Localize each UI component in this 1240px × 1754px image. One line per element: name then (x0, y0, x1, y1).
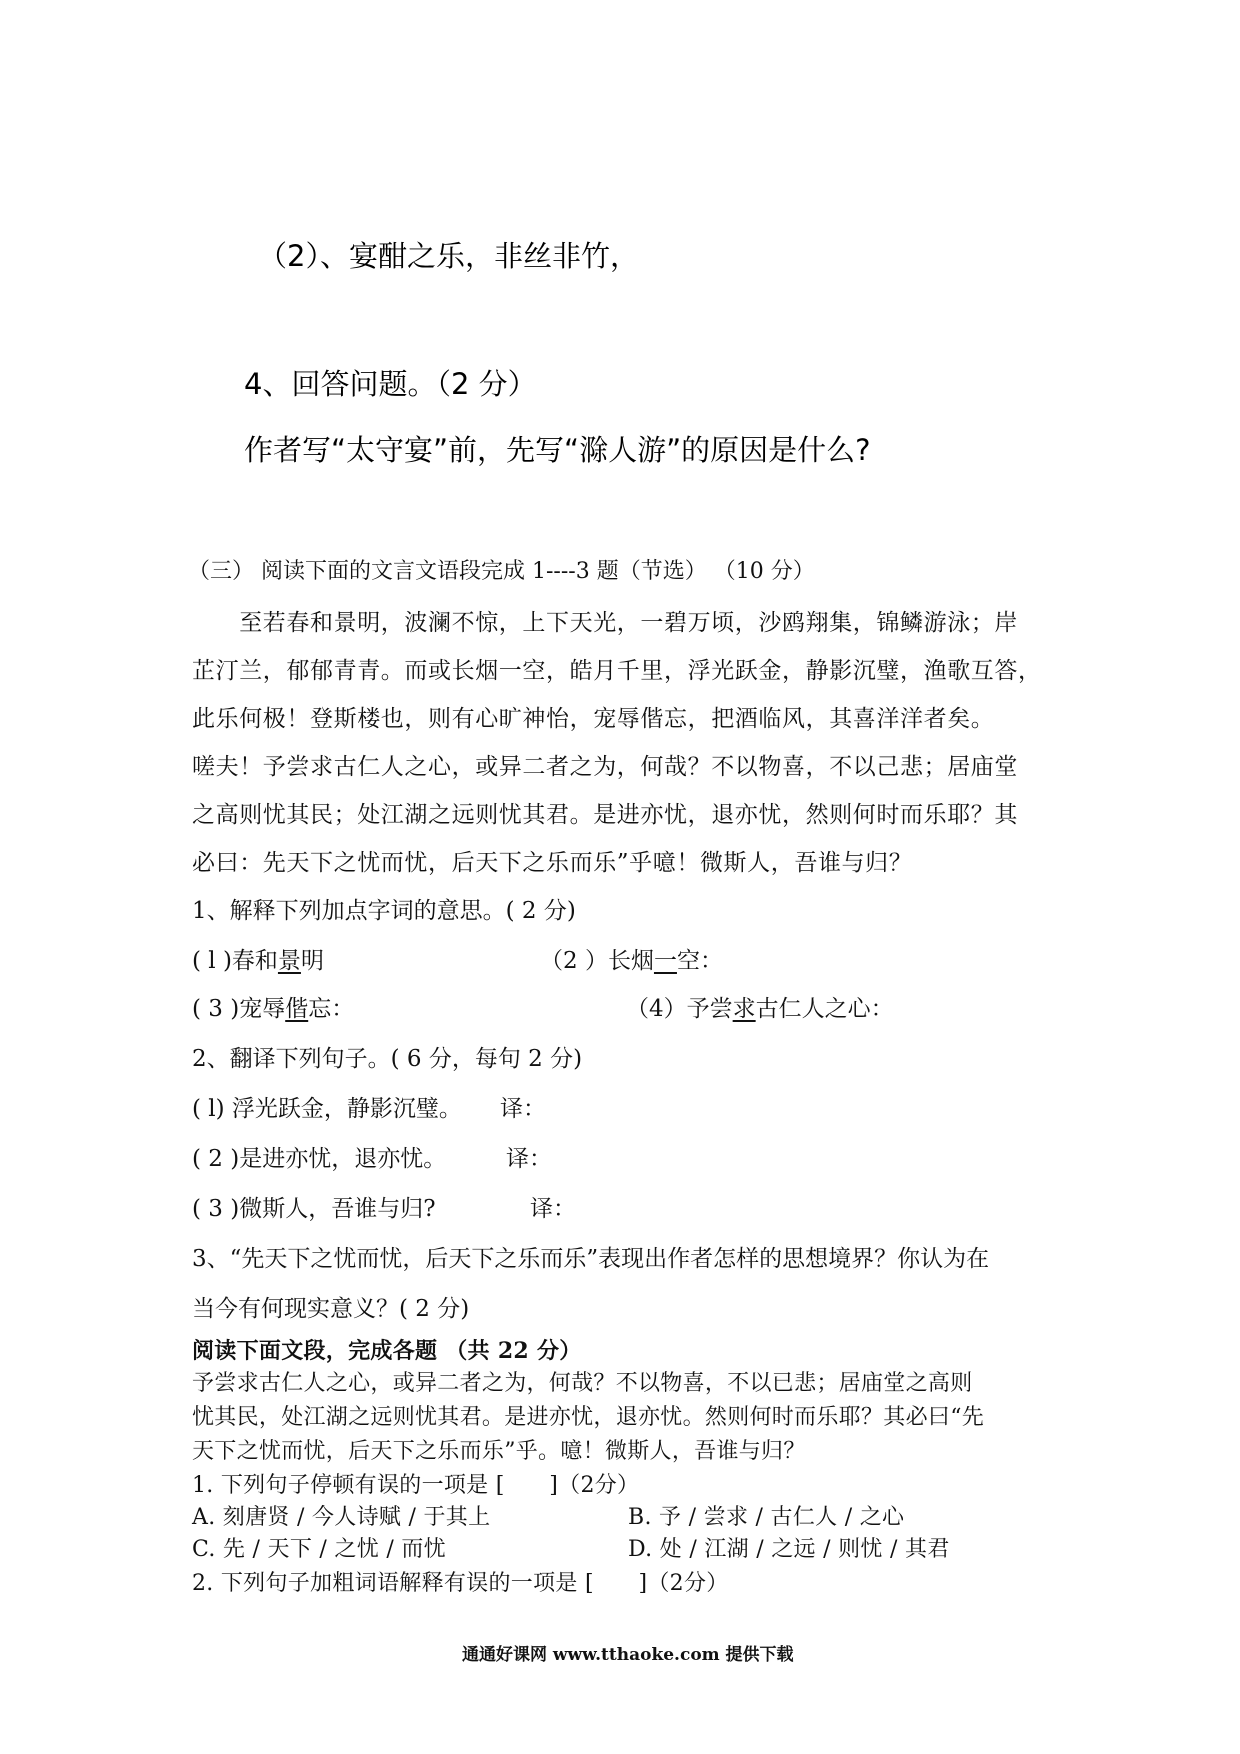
q2-title: 2、翻译下列句子。( 6 分，每句 2 分) (192, 1046, 583, 1072)
passage-line: 必曰：先天下之忧而忧，后天下之乐而乐”乎噫！微斯人，吾谁与归？ (192, 850, 913, 876)
passage-line: 至若春和景明，波澜不惊，上下天光，一碧万顷，沙鸥翔集，锦鳞游泳；岸 (192, 610, 1018, 636)
q1-item-a-key: 景 (277, 948, 301, 974)
q3-line-1: 3、“先天下之忧而忧，后天下之乐而乐”表现出作者怎样的思想境界？你认为在 (192, 1246, 990, 1272)
s4-q1-option-b: B. 予 / 尝求 / 古仁人 / 之心 (628, 1505, 905, 1530)
q1-title: 1、解释下列加点字词的意思。( 2 分) (192, 898, 576, 924)
q2-item-a-translate: 译： (500, 1096, 546, 1122)
q1-item-d-pre: （4）予尝 (626, 996, 733, 1022)
s4-q2: 2. 下列句子加粗词语解释有误的一项是 [ ]（2分） (192, 1571, 729, 1596)
q2-item-b: ( 2 )是进亦忧，退亦忧。 (192, 1146, 447, 1172)
q1-item-b-pre: （2 ）长烟 (540, 948, 654, 974)
q1-item-b (540, 942, 723, 975)
passage-line: 之高则忧其民；处江湖之远则忧其君。是进亦忧，退亦忧，然则何时而乐耶？其 (192, 802, 1018, 828)
passage-line: 芷汀兰，郁郁青青。而或长烟一空，皓月千里，浮光跃金，静影沉璧，渔歌互答， (192, 658, 1042, 684)
passage-line: 天下之忧而忧，后天下之乐而乐”乎。噫！微斯人，吾谁与归？ (192, 1439, 806, 1464)
footer-credit: 通通好课网 www.tthaoke.com 提供下载 (462, 1645, 794, 1665)
q2-item-b-translate: 译： (506, 1146, 552, 1172)
q1-item-a (192, 942, 324, 975)
q3-line-2: 当今有何现实意义？( 2 分) (192, 1296, 470, 1322)
q1-item-a-pre: ( l )春和 (192, 948, 278, 974)
s4-q1-option-d: D. 处 / 江湖 / 之远 / 则忧 / 其君 (628, 1537, 950, 1562)
passage-line: 此乐何极！登斯楼也，则有心旷神怡，宠辱偕忘，把酒临风，其喜洋洋者矣。 (192, 706, 995, 732)
q1-item-c-post: 忘： (308, 996, 355, 1022)
q1-item-b-post: 空： (676, 948, 723, 974)
q1-item-b-key: 一 (653, 948, 677, 974)
q1-item-c-key: 偕 (285, 996, 309, 1022)
q2-item-c: ( 3 )微斯人，吾谁与归? (192, 1196, 436, 1222)
passage-line: 予尝求古仁人之心，或异二者之为，何哉？不以物喜，不以已悲；居庙堂之高则 (192, 1371, 973, 1396)
q1-item-c (192, 990, 354, 1023)
s4-q1-option-a: A. 刻唐贤 / 今人诗赋 / 于其上 (192, 1505, 491, 1530)
question-4-title: 4、回答问题。（2 分） (244, 367, 537, 401)
q1-item-d (626, 990, 894, 1023)
section-3-header: （三） 阅读下面的文言文语段完成 1----3 题（节选） （10 分） (188, 559, 815, 584)
q1-item-d-key: 求 (732, 996, 756, 1022)
q1-item-d-post: 古仁人之心： (755, 996, 894, 1022)
q1-item-c-pre: ( 3 )宠辱 (192, 996, 286, 1022)
item-2: （2）、宴酣之乐，非丝非竹， (258, 239, 639, 273)
q2-item-c-translate: 译： (530, 1196, 576, 1222)
s4-q1: 1. 下列句子停顿有误的一项是 [ ]（2分） (192, 1473, 640, 1498)
q1-item-a-post: 明 (300, 948, 324, 974)
section-4-header: 阅读下面文段，完成各题 （共 22 分） (192, 1338, 582, 1364)
passage-line: 忧其民，处江湖之远则忧其君。是进亦忧，退亦忧。然则何时而乐耶？其必曰“先 (192, 1405, 985, 1430)
question-4-text: 作者写“太守宴”前，先写“滁人游”的原因是什么? (244, 433, 871, 467)
passage-line: 嗟夫！予尝求古仁人之心，或异二者之为，何哉？不以物喜，不以己悲；居庙堂 (192, 754, 1018, 780)
s4-q1-option-c: C. 先 / 天下 / 之忧 / 而忧 (192, 1537, 446, 1562)
q2-item-a: ( l) 浮光跃金，静影沉璧。 (192, 1096, 462, 1122)
